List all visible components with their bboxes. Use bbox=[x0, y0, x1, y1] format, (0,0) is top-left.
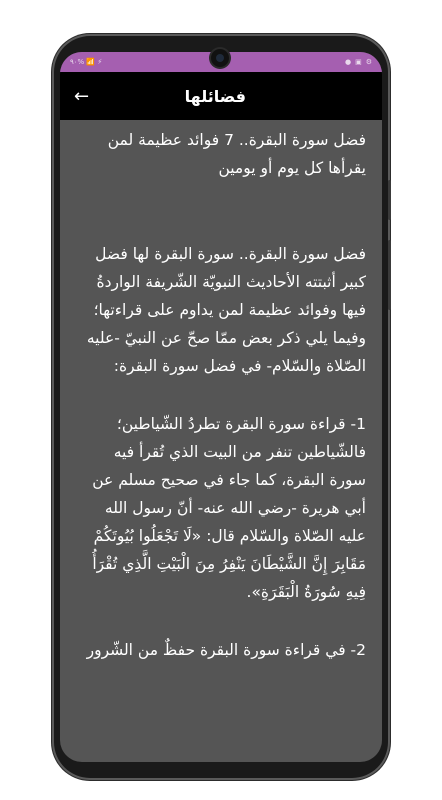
app-screen bbox=[60, 52, 382, 762]
article-content bbox=[76, 122, 366, 762]
front-camera bbox=[211, 49, 229, 67]
paragraph: فضل سورة البقرة.. سورة البقرة لها فضل كبير أثبتته الأحاديث النبويّة الشّريفة الواردةُ فيها وفوائد عظيمة لمن يداوم على قراءتها؛ وفيما يلي ذكر بعض ممّا صحّ عن النبيّ -عليه الصّلاة والسّلام- في فضل سورة البقرة: bbox=[86, 245, 366, 375]
notification-icon: ● bbox=[344, 58, 352, 66]
app-bar bbox=[60, 72, 382, 120]
status-left bbox=[70, 58, 102, 66]
paragraph: 1- قراءة سورة البقرة تطردُ الشّياطين؛ فالشّياطين تنفر من البيت الذي تُقرأ فيه سورة البقرة، كما جاء في صحيح مسلم عن أبي هريرة -رضي الله عنه- أنّ رسول الله عليه الصّلاة والسّلام قال: «لَا تَجْعَلُوا بُيُوتَكُمْ مَقَابِرَ إِنَّ الشَّيْطَانَ يَنْفِرُ مِنَ الْبَيْتِ الَّذِي تُقْرَأُ فِيهِ سُورَةُ الْبَقَرَةِ». bbox=[92, 415, 366, 601]
volume-button bbox=[388, 240, 391, 310]
image-icon: ▣ bbox=[355, 58, 362, 66]
page-title: فضائلها bbox=[184, 86, 246, 106]
power-button bbox=[388, 180, 391, 220]
arrow-back-icon[interactable]: ← bbox=[74, 85, 90, 107]
status-text: ۹۰% 📶 ⚡ bbox=[70, 58, 103, 66]
paragraph: فضل سورة البقرة.. 7 فوائد عظيمة لمن يقرأها كل يوم أو يومين bbox=[107, 131, 366, 177]
status-right-icons bbox=[345, 58, 372, 66]
paragraph: 2- في قراءة سورة البقرة حفظٌ من الشّرور bbox=[86, 641, 366, 659]
settings-icon: ⚙ bbox=[365, 58, 372, 66]
